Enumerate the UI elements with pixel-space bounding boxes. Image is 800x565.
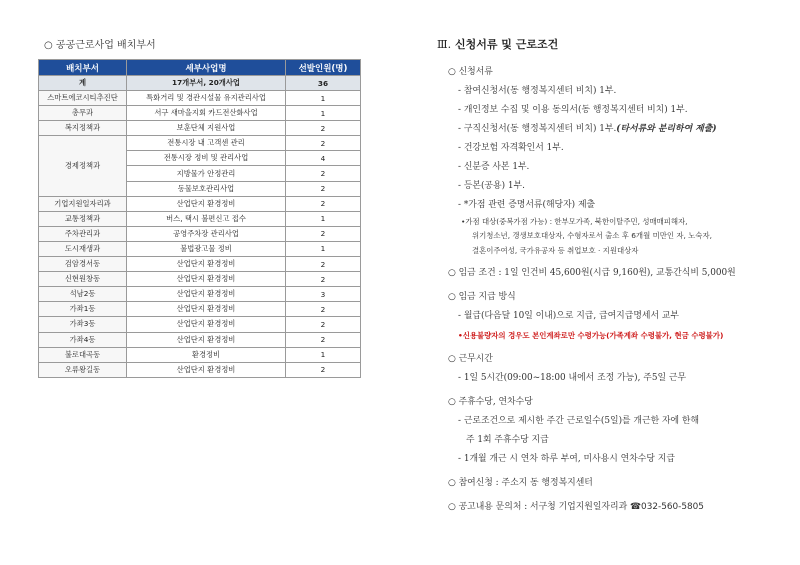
row-count: 2 [286,362,361,377]
placement-title: ○ 공공근로사업 배치부서 [44,40,156,51]
row-count: 1 [286,347,361,362]
row-dept: 가좌3동 [39,317,127,332]
row-dept: 경제정책과 [39,136,127,196]
row-count: 2 [286,272,361,287]
header-count: 선발인원(명) [286,60,361,76]
row-count: 1 [286,241,361,256]
placement-section [38,36,360,378]
row-project: 산업단지 환경정비 [127,317,286,332]
table-row [39,211,361,226]
row-project: 산업단지 환경정비 [127,272,286,287]
contact-phone: ☎032-560-5805 [630,502,704,512]
doc-item: - 개인정보 수집 및 이용 동의서(동 행정복지센터 비치) 1부. [458,105,688,115]
header-dept: 배치부서 [39,60,127,76]
row-count: 2 [286,226,361,241]
row-dept: 신현원창동 [39,272,127,287]
contact-prefix: ○ 공고내용 문의처 : 서구청 기업지원일자리과 [448,502,628,512]
table-header-row [39,60,361,76]
table-row [39,272,361,287]
total-count: 36 [286,76,361,91]
row-project: 산업단지 환경정비 [127,302,286,317]
row-count: 1 [286,91,361,106]
row-project: 산업단지 환경정비 [127,196,286,211]
table-row [39,332,361,347]
row-project: 산업단지 환경정비 [127,257,286,272]
table-row [39,91,361,106]
doc-item-with-note [437,120,782,139]
table-row [39,241,361,256]
hours-heading: ○ 근무시간 [448,354,493,364]
table-row [39,302,361,317]
row-project: 환경정비 [127,347,286,362]
row-count: 1 [286,106,361,121]
table-row [39,226,361,241]
apply-info: ○ 참여신청 : 주소지 동 행정복지센터 [448,478,593,488]
row-dept: 오류왕길동 [39,362,127,377]
table-row [39,136,361,151]
row-project: 공영주차장 관리사업 [127,226,286,241]
row-dept: 석남2동 [39,287,127,302]
row-project: 보훈단체 지원사업 [127,121,286,136]
row-count: 2 [286,317,361,332]
hours-line: - 1일 5시간(09:00~18:00 내에서 조정 가능), 주5일 근무 [458,373,687,383]
row-project: 산업단지 환경정비 [127,332,286,347]
table-row [39,121,361,136]
header-project: 세부사업명 [127,60,286,76]
pay-warning: •신용불량자의 경우도 본인계좌로만 수령가능(가족계좌 수령불가, 현금 수령불가) [458,331,724,340]
docs-heading: ○ 신청서류 [448,67,493,77]
bonus-note-line: •가점 대상(중복가점 가능) : 한부모가족, 북한이탈주민, 성매매피해자, [461,217,688,226]
total-detail: 17개부서, 20개사업 [127,76,286,91]
row-dept: 스마트에코시티추진단 [39,91,127,106]
row-project: 특화거리 및 경관시설물 유지관리사업 [127,91,286,106]
row-project: 불법광고물 정비 [127,241,286,256]
row-dept: 가좌4동 [39,332,127,347]
table-row [39,257,361,272]
row-dept: 도시재생과 [39,241,127,256]
allowance-line: - 근로조건으로 제시한 주간 근로일수(5일)를 개근한 자에 한해 [458,416,700,426]
row-count: 2 [286,181,361,196]
row-count: 2 [286,257,361,272]
row-dept: 총무과 [39,106,127,121]
table-row [39,347,361,362]
row-project: 전통시장 내 고객센 관리 [127,136,286,151]
row-project: 산업단지 환경정비 [127,287,286,302]
row-project: 산업단지 환경정비 [127,362,286,377]
bonus-note-line: 결혼이주여성, 국가유공자 등 취업보호 · 지원대상자 [472,246,639,255]
row-count: 2 [286,136,361,151]
total-label: 계 [39,76,127,91]
allowance-line: - 1개월 개근 시 연차 하루 부여, 미사용시 연차수당 지급 [458,454,675,464]
row-count: 3 [286,287,361,302]
row-project: 동물보호관리사업 [127,181,286,196]
section-title-text: 신청서류 및 근로조건 [454,38,559,51]
table-row [39,317,361,332]
row-count: 2 [286,121,361,136]
doc-item: - *가점 관련 증명서류(해당자) 제출 [458,200,596,210]
doc-item-text: - 구직신청서(동 행정복지센터 비치) 1부. [458,124,617,134]
table-row [39,196,361,211]
table-row [39,287,361,302]
row-project: 지방물가 안정관리 [127,166,286,181]
row-count: 1 [286,211,361,226]
doc-item: - 건강보험 자격확인서 1부. [458,143,564,153]
row-project: 서구 새마을지회 카드전산화사업 [127,106,286,121]
row-project: 버스, 택시 불편신고 접수 [127,211,286,226]
row-dept: 불로대곡동 [39,347,127,362]
contact-info [437,498,782,517]
row-count: 2 [286,302,361,317]
pay-line: - 월급(다음달 10일 이내)으로 지급, 급여지급명세서 교부 [458,311,680,321]
row-count: 2 [286,332,361,347]
doc-item: - 등본(공용) 1부. [458,181,525,191]
row-count: 2 [286,196,361,211]
doc-note: (타서류와 분리하여 제출) [616,124,717,134]
row-dept: 교통정책과 [39,211,127,226]
bonus-note-line: 위기청소년, 갱생보호대상자, 수형자로서 출소 후 6개월 미만인 자, 노숙자, [472,231,712,240]
total-row [39,76,361,91]
row-dept: 복지정책과 [39,121,127,136]
row-count: 2 [286,166,361,181]
row-dept: 가좌1동 [39,302,127,317]
pay-heading: ○ 임금 지급 방식 [448,292,516,302]
row-dept: 기업지원일자리과 [39,196,127,211]
doc-item: - 참여신청서(동 행정복지센터 비치) 1부. [458,86,617,96]
row-dept: 검암경서동 [39,257,127,272]
allowance-heading: ○ 주휴수당, 연차수당 [448,397,533,407]
table-row [39,362,361,377]
wage-condition: ○ 임금 조건 : 1일 인건비 45,600원(시급 9,160원), 교통간식비 5,000원 [448,268,736,278]
row-project: 전통시장 정비 및 관리사업 [127,151,286,166]
allowance-line: 주 1회 주휴수당 지급 [466,435,549,445]
row-count: 4 [286,151,361,166]
section-number: Ⅲ. [437,38,452,51]
row-dept: 주차관리과 [39,226,127,241]
table-row [39,106,361,121]
section-title [437,36,782,52]
conditions-section [437,36,782,517]
placement-table [38,59,361,378]
doc-item: - 신분증 사본 1부. [458,162,530,172]
